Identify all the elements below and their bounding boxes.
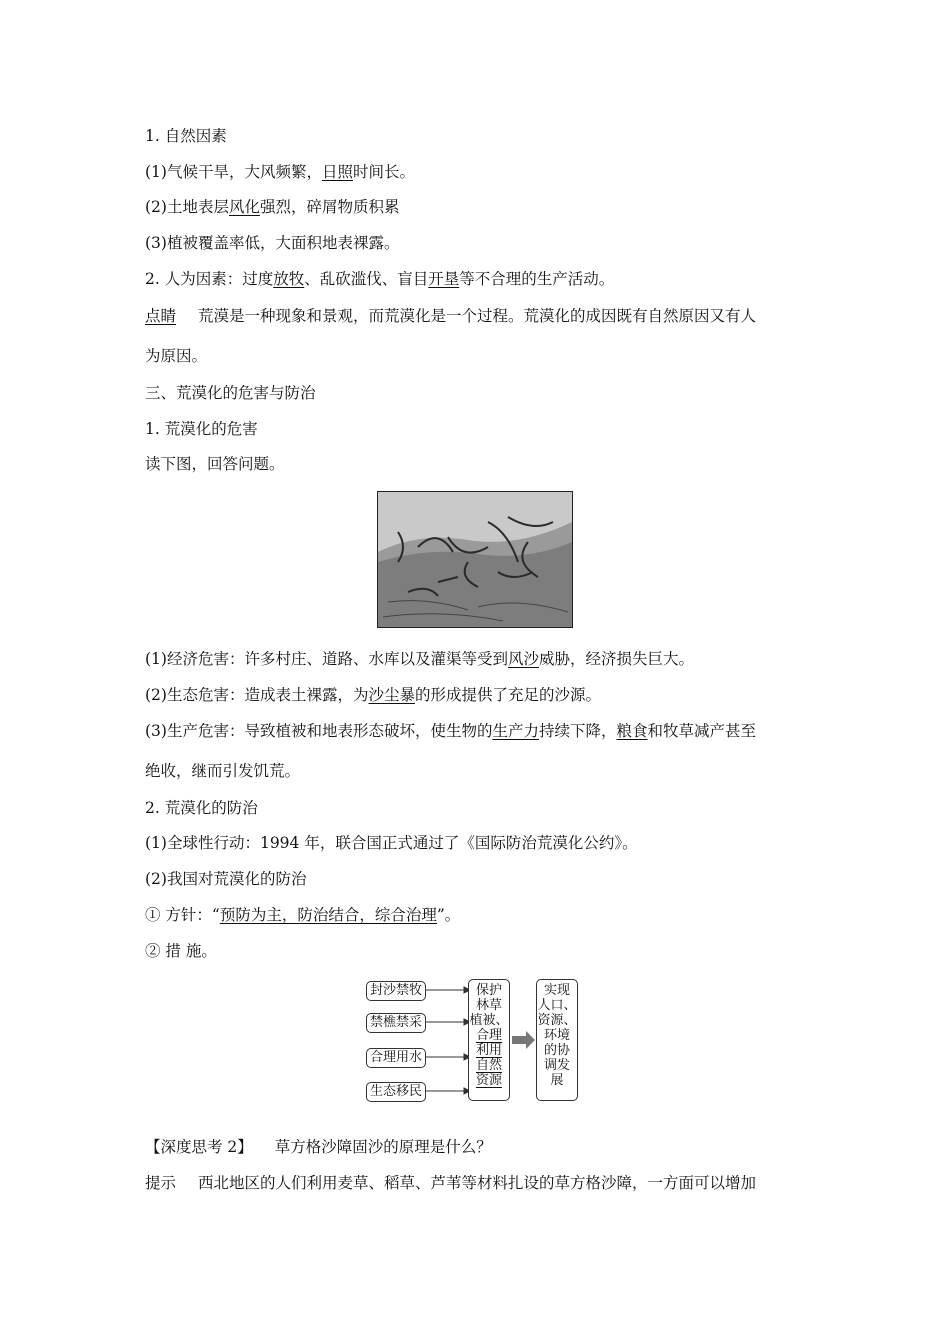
china-prevention: (2)我国对荒漠化的防治 [145,870,307,888]
note-line-1 [145,305,756,327]
production-harm [145,720,756,742]
result-text: 人口、 [537,998,577,1013]
keyword-productivity: 生产力 [492,722,539,740]
source-box-2: 禁樵禁采 [366,1013,426,1033]
text: 荒漠是一种现象和景观，而荒漠化是一个过程。荒漠化的成因既有自然原因又有人 [198,307,757,325]
keyword-grain: 粮食 [616,722,648,740]
harm-heading: 1. 荒漠化的危害 [145,420,258,438]
text: 的形成提供了充足的沙源。 [414,686,601,704]
mid-text: 资源 [475,1073,502,1088]
mid-text: 利用 [475,1043,502,1058]
text: ① 方针：“ [145,906,220,924]
big-arrow-icon [512,1031,535,1049]
keyword-sunshine: 日照 [321,163,353,181]
natural-factor-3: (3)植被覆盖率低，大面积地表裸露。 [145,234,400,252]
natural-factor-1 [145,161,415,183]
text: 时间长。 [352,163,415,181]
hint-text: 西北地区的人们利用麦草、稻草、芦苇等材料扎设的草方格沙障，一方面可以增加 [198,1174,757,1192]
mid-text: 自然 [475,1058,502,1073]
text: 2. 人为因素：过度 [145,270,274,288]
measures-flowchart [360,975,616,1105]
text: (1)气候干旱，大风频繁， [145,163,322,181]
keyword-dust-storm: 沙尘暴 [368,686,415,704]
hint-label: 提示 [145,1174,177,1192]
text: 等不合理的生产活动。 [459,270,615,288]
prevention-heading: 2. 荒漠化的防治 [145,799,258,817]
measures: ② 措 施。 [145,942,217,960]
source-box-4: 生态移民 [366,1082,426,1102]
text: (2)土地表层 [145,198,229,216]
ecological-harm [145,684,601,706]
mid-text: 合理 [475,1028,502,1043]
think-label: 【深度思考 2】 [145,1138,253,1156]
text: (1)经济危害：许多村庄、道路、水库以及灌渠等受到 [145,650,508,668]
source-box-1: 封沙禁牧 [366,981,426,1001]
keyword-policy: 预防为主，防治结合，综合治理 [219,906,437,924]
global-action: (1)全球性行动：1994 年，联合国正式通过了《国际防治荒漠化公约》。 [145,834,638,852]
human-factors [145,268,614,290]
text: (3)生产危害：导致植被和地表形态破坏，使生物的 [145,722,493,740]
result-text: 环境 [543,1028,570,1043]
text: 持续下降， [538,722,617,740]
result-text: 展 [550,1073,564,1088]
text: 威胁，经济损失巨大。 [538,650,694,668]
note-line-2: 为原因。 [145,347,208,365]
desert-brush-photo [377,491,573,628]
text: 强烈，碎屑物质积累 [259,198,400,216]
keyword-reclamation: 开垦 [428,270,460,288]
result-text: 实现 [543,983,570,998]
read-instruction: 读下图，回答问题。 [145,455,285,473]
text: 和牧草减产甚至 [647,722,757,740]
economic-harm [145,648,694,670]
mid-text: 林草 [475,998,502,1013]
production-harm-cont: 绝收，继而引发饥荒。 [145,762,301,780]
result-text: 资源、 [537,1013,577,1028]
deep-thinking [145,1136,492,1158]
keyword-grazing: 放牧 [273,270,305,288]
policy [145,904,460,926]
note-label: 点睛 [145,307,177,325]
mid-text: 保护 [475,983,502,998]
think-question: 草方格沙障固沙的原理是什么？ [274,1138,492,1156]
result-text: 调发 [543,1058,570,1073]
part-title: 三、荒漠化的危害与防治 [145,384,316,402]
text: 、乱砍滥伐、盲目 [304,270,429,288]
keyword-sandstorm-wind: 风沙 [507,650,539,668]
mid-text: 植被、 [469,1013,509,1028]
result-text: 的协 [543,1043,570,1058]
result-box [536,979,578,1101]
text: (2)生态危害：造成表土裸露，为 [145,686,369,704]
keyword-weathering: 风化 [228,198,260,216]
source-box-3: 合理用水 [366,1048,426,1068]
hint-line [145,1172,756,1194]
middle-box [468,979,510,1101]
natural-factors-heading: 1. 自然因素 [145,127,227,145]
text: ”。 [436,906,461,924]
natural-factor-2 [145,196,400,218]
